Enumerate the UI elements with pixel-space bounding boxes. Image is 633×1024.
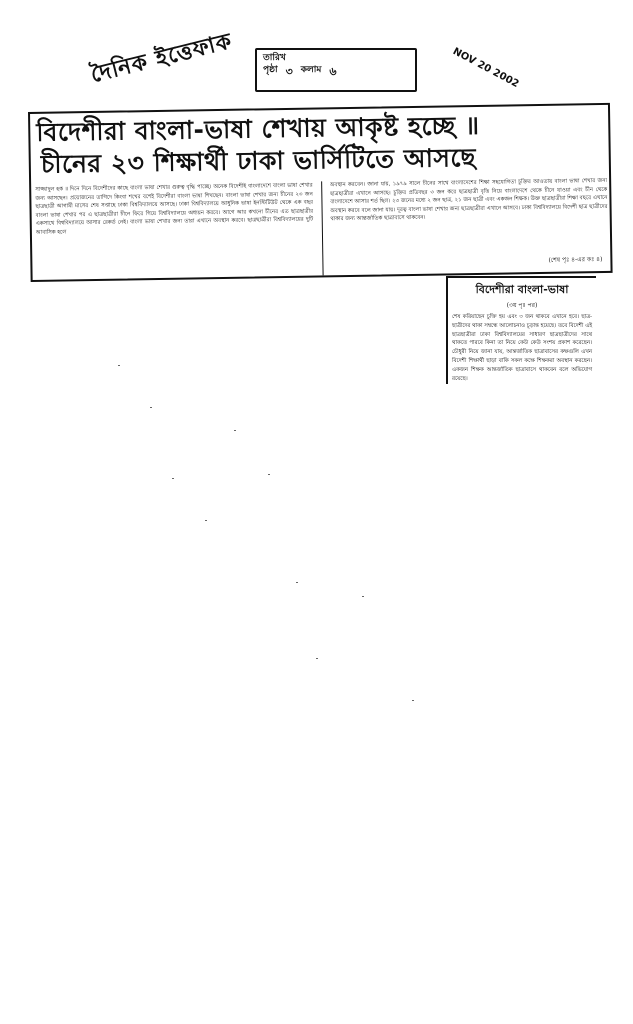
- stamp-page-label: পৃষ্ঠা: [263, 64, 278, 75]
- article-headline: বিদেশীরা বাংলা-ভাষা শেখায় আকৃষ্ট হচ্ছে ॥: [36, 110, 480, 147]
- newspaper-clipping: [28, 103, 613, 282]
- stamp-side-date: NOV 20 2002: [450, 46, 521, 91]
- article-subheadline: চীনের ২৩ শিক্ষার্থী ঢাকা ভার্সিটিতে আসছে: [40, 142, 477, 179]
- article-body: [35, 177, 608, 280]
- stamp-column-value: ৬: [329, 64, 337, 78]
- scan-speck: [362, 596, 364, 597]
- continued-reference: (শেষ পৃঃ ৪-এর কঃ ৪): [548, 255, 603, 264]
- scan-speck: [412, 700, 414, 701]
- scan-speck: [234, 430, 236, 431]
- continuation-clipping: [446, 276, 596, 384]
- continuation-title: বিদেশীরা বাংলা-ভাষা: [475, 283, 569, 296]
- stamp-date-label: তারিখ: [263, 53, 286, 63]
- continuation-body: শেষ করিয়াছেন চুক্তি হয় এবং ৩ জন থাকবে এখানে হবে। ছাত্র-ছাত্রীদের থাকা সম্বন্ধে আলোচনাও চূড়ান্ত হয়েছে। তবে বিদেশী এই ছাত্রছাত্রীরা ঢাকা বিশ্ববিদ্যালয়ের সাধারণ ছাত্রছাত্রীদের সাথে থাকতে পারবে কিনা তা নিয়ে কেউ কেউ সংশয় প্রকাশ করেছেন। চৌধুরী নিয়ে জানা যায়, আন্তর্জাতিক ছাত্রাবাসের কক্ষগুলি এখন বিদেশী শিক্ষার্থী ছাড়া বাকি সকল কক্ষে শিক্ষকরা অবস্থান করছেন। একজন শিক্ষক আন্তর্জাতিক ছাত্রাবাসে থাকবেন বলে অভিযোগ রয়েছে।: [452, 314, 592, 382]
- scan-speck: [118, 365, 120, 366]
- stamp-column-label: কলাম: [300, 64, 322, 75]
- stamp-date-row: [263, 53, 409, 65]
- scan-speck: [316, 658, 318, 659]
- article-column-2: অবস্থান করবেন। জানা যায়, ১৯৭৯ সালে চীনের সাথে বাংলাদেশের শিক্ষা সহযোগিতা চুক্তির আওতায় বাংলা ভাষা শেখার জন্য ছাত্রছাত্রীরা এখানে আসছে। চুক্তির প্রতিবছর ৩ জন করে ছাত্রছাত্রী বৃত্তি নিয়ে বাংলাদেশে থেকে চীনে যাওয়া এবং চীন থেকে বাংলাদেশে আসার শর্ত ছিল। ২৩ জনের মধ্যে ২ জন ছাত্র, ২১ জন ছাত্রী এবং একজন শিক্ষক। উক্ত ছাত্রছাত্রীরা শিক্ষা বছরে এখানে অবস্থান করবে বলে জানা যায়। দূরত্ব বাংলা ভাষা শেখার জন্য ছাত্রছাত্রীরা এখানে আসবে। ঢাকা বিশ্ববিদ্যালয়ে বিদেশী ছাত্র ছাত্রীদের থাকার জন্য আন্তর্জাতিক ছাত্রাবাসে থাকবেন।: [329, 177, 608, 223]
- continuation-subtitle: (৩য় পৃঃ পর): [506, 302, 538, 309]
- stamp-page-value: ৩: [285, 64, 293, 78]
- stamp-page-row: [263, 65, 409, 79]
- newspaper-name-handwritten: দৈনিক ইত্তেফাক: [88, 28, 235, 89]
- scan-speck: [268, 474, 270, 475]
- column-divider: [321, 181, 323, 275]
- scan-speck: [296, 582, 298, 583]
- scan-speck: [150, 407, 152, 408]
- article-column-1: সাজ্জাদুল হক ॥ দিনে দিনে বিদেশীদের কাছে বাংলা ভাষা শেখার গুরুত্ব বৃদ্ধি পাচ্ছে। অনেক বিদেশীই বাংলাদেশে বাংলা ভাষা শেখার জন্য আসছেন। প্রয়োজনের তাগিদে কিংবা শখের বশেই বিদেশীরা বাংলা ভাষা শিখছেন। বাংলা ভাষা শেখার জন্য চীনের ২৩ জন ছাত্রছাত্রী আগামী মাসের শেষ সপ্তাহে ঢাকা বিশ্ববিদ্যালয়ে আসছে। ঢাকা বিশ্ববিদ্যালয়ে আধুনিক ভাষা ইনস্টিটিউট থেকে এক বছর বাংলা ভাষা শেখার পর এ ছাত্রছাত্রীরা চীনে ফিরে গিয়ে বিশ্ববিদ্যালয়ে অধ্যয়ন করবে। আগে আর কখনো চীনের এত ছাত্রছাত্রীর একসাথে বিশ্ববিদ্যালয়ে আসার রেকর্ড নেই। বাংলা ভাষা শেখার জন্য তারা এখানে অবস্থান করবে। ছাত্রছাত্রীরা বিশ্ববিদ্যালয়ের দুটি আবাসিক হলে: [35, 182, 314, 236]
- scan-speck: [205, 520, 207, 521]
- scan-speck: [172, 478, 174, 479]
- clipping-date-stamp: [255, 48, 417, 92]
